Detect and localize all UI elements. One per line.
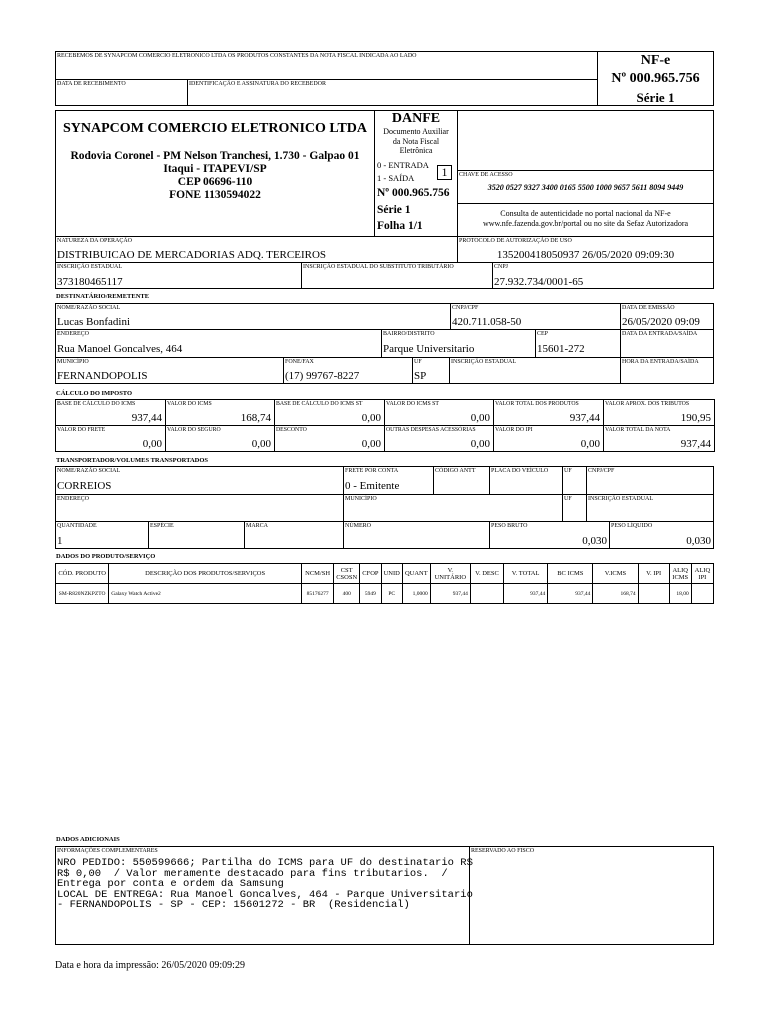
freight-label: FRETE POR CONTA [345, 468, 399, 474]
table-cell [638, 584, 669, 604]
info-line: R$ 0,00 / Valor meramente destacado para fins tributarios. / [57, 867, 448, 880]
issuer-phone: FONE 1130594022 [169, 189, 261, 201]
products-table [55, 563, 714, 604]
tax-field [274, 425, 385, 452]
table-cell: 400 [334, 584, 360, 604]
tax-field-value: 0,00 [580, 438, 600, 450]
table-cell: 168,74 [593, 584, 638, 604]
recipient-uf-label: UF [414, 359, 422, 365]
products-header-cell: BC ICMS [548, 564, 593, 584]
table-cell: 937,44 [504, 584, 548, 604]
tax-field-label: VALOR TOTAL DA NOTA [605, 427, 671, 433]
danfe-exit-option: 1 - SAÍDA [377, 173, 415, 183]
recipient-phone-label: FONE/FAX [285, 359, 314, 365]
products-header-cell: CFOP [360, 564, 381, 584]
issuer-name: SYNAPCOM COMERCIO ELETRONICO LTDA [62, 121, 367, 136]
carrier-address-field [55, 494, 344, 522]
carrier-name-value: CORREIOS [57, 480, 112, 492]
stub-nfe-number: Nº 000.965.756 [611, 71, 700, 86]
carrier-section-title: TRANSPORTADOR/VOLUMES TRANSPORTADOS [56, 457, 209, 464]
receiver-signature-label: IDENTIFICAÇÃO E ASSINATURA DO RECEBEDOR [189, 81, 327, 87]
issue-date-value: 26/05/2020 09:09 [622, 316, 700, 328]
receipt-date-label: DATA DE RECEBIMENTO [57, 81, 126, 87]
print-timestamp: Data e hora da impressão: 26/05/2020 09:09:29 [55, 960, 245, 971]
tax-field [165, 425, 275, 452]
tax-field [493, 399, 604, 426]
recipient-phone-value: (17) 99767-8227 [285, 370, 360, 382]
additional-section-title: DADOS ADICIONAIS [56, 836, 120, 843]
nature-label: NATUREZA DA OPERAÇÃO [57, 238, 133, 244]
info-line: Entrega por conta e ordem da Samsung [57, 878, 284, 890]
carrier-city-label: MUNICÍPIO [345, 496, 377, 502]
recipient-cpf-value: 420.711.058-50 [452, 316, 522, 328]
products-header-cell: V. IPI [638, 564, 669, 584]
danfe-page: Folha 1/1 [377, 220, 423, 232]
nature-value: DISTRIBUICAO DE MERCADORIAS ADQ. TERCEIROS [57, 249, 327, 261]
recipient-city-label: MUNICÍPIO [57, 359, 89, 365]
freight-value: 0 - Emitente [345, 480, 400, 492]
danfe-series: Série 1 [377, 204, 411, 216]
table-cell: Galaxy Watch Active2 [109, 584, 302, 604]
table-cell: SM-R820NZKPZTO [56, 584, 109, 604]
tax-field-label: VALOR APROX. DOS TRIBUTOS [605, 401, 690, 407]
recipient-cpf-label: CNPJ/CPF [452, 305, 479, 311]
recipient-cep-value: 15601-272 [537, 343, 585, 355]
table-cell: PC [381, 584, 402, 604]
table-cell: 1,0000 [402, 584, 430, 604]
products-header-cell: ALIQ IPI [691, 564, 713, 584]
species-label: ESPÉCIE [150, 523, 174, 529]
cnpj-value: 27.932.734/0001-65 [494, 276, 584, 288]
brand-label: MARCA [246, 523, 269, 529]
carrier-name-label: NOME/RAZÃO SOCIAL [57, 468, 121, 474]
authenticity-line-1: Consulta de autenticidade no portal nacional da NF-e [500, 209, 671, 218]
table-row [56, 584, 714, 604]
fisco-reserved-label: RESERVADO AO FISCO [471, 848, 535, 854]
antt-label: CÓDIGO ANTT [435, 468, 476, 474]
info-line: - FERNANDOPOLIS - SP - CEP: 15601272 - BR (Residencial) [57, 899, 410, 911]
protocol-value: 135200418050937 26/05/2020 09:09:30 [496, 249, 675, 261]
tax-field-value: 937,44 [680, 438, 711, 450]
table-cell [470, 584, 503, 604]
tax-field-value: 937,44 [569, 412, 600, 424]
barcode-box [457, 110, 714, 171]
recipient-name-value: Lucas Bonfadini [57, 316, 131, 328]
tax-field-value: 168,74 [240, 412, 271, 424]
tax-field [603, 425, 715, 452]
danfe-subtitle-1: Documento Auxiliar [383, 127, 449, 136]
received-statement: RECEBEMOS DE SYNAPCOM COMERCIO ELETRONICO LTDA OS PRODUTOS CONSTANTES DA NOTA FISCAL INDICADA AO LADO [57, 53, 417, 59]
tax-field [55, 425, 166, 452]
quantity-label: QUANTIDADE [57, 523, 97, 529]
tax-field [274, 399, 385, 426]
tax-field [384, 425, 494, 452]
issuer-cep: CEP 06696-110 [177, 176, 253, 188]
danfe-type-box: 1 [437, 165, 452, 180]
tax-field-value: 0,00 [470, 412, 490, 424]
st-registration-label: INSCRIÇÃO ESTADUAL DO SUBSTITUTO TRIBUTÁRIO [303, 264, 454, 270]
tax-field-label: VALOR TOTAL DOS PRODUTOS [495, 401, 579, 407]
products-header-row [56, 564, 714, 584]
products-header-cell: NCM/SH [302, 564, 334, 584]
products-header-cell: DESCRIÇÃO DOS PRODUTOS/SERVIÇOS [109, 564, 302, 584]
recipient-city-value: FERNANDOPOLIS [57, 370, 148, 382]
tax-field-label: VALOR DO ICMS ST [386, 401, 439, 407]
danfe-subtitle-2: da Nota Fiscal [392, 137, 440, 146]
tax-field-value: 937,44 [131, 412, 162, 424]
table-cell: 937,44 [430, 584, 470, 604]
products-header-cell: CÓD. PRODUTO [56, 564, 109, 584]
tax-field-value: 0,00 [361, 412, 381, 424]
tax-field-label: BASE DE CÁLCULO DO ICMS [57, 401, 136, 407]
info-line: NRO PEDIDO: 550599666; Partilha do ICMS para UF do destinatario R$ [57, 857, 473, 869]
products-header-cell: V. DESC [470, 564, 503, 584]
access-key-label: CHAVE DE ACESSO [459, 172, 513, 178]
recipient-address-value: Rua Manoel Goncalves, 464 [57, 343, 183, 355]
tax-field-value: 190,95 [680, 412, 711, 424]
products-header-cell: V. TOTAL [504, 564, 548, 584]
carrier-address-label: ENDEREÇO [57, 496, 89, 502]
products-header-cell: V. UNITÁRIO [430, 564, 470, 584]
cnpj-label: CNPJ [494, 264, 509, 270]
danfe-number: Nº 000.965.756 [377, 187, 450, 199]
tax-field-label: OUTRAS DESPESAS ACESSÓRIAS [386, 427, 476, 433]
recipient-ie-label: INSCRIÇÃO ESTADUAL [451, 359, 517, 365]
recipient-address-label: ENDEREÇO [57, 331, 89, 337]
tax-section-title: CÁLCULO DO IMPOSTO [56, 390, 133, 397]
recipient-uf-value: SP [414, 370, 427, 382]
tax-field-value: 0,00 [361, 438, 381, 450]
products-header-cell: ALIQ ICMS [669, 564, 691, 584]
number-label: NÚMERO [345, 523, 372, 529]
carrier-uf-label: UF [564, 468, 572, 474]
table-cell [691, 584, 713, 604]
complementary-info-text [57, 858, 473, 911]
table-cell: 5949 [360, 584, 381, 604]
stub-nfe-title: NF-e [640, 53, 671, 68]
products-header-cell: UNID [381, 564, 402, 584]
tax-field [493, 425, 604, 452]
quantity-value: 1 [57, 535, 63, 547]
access-key-value: 3520 0527 9327 3400 0165 5500 1000 9657 5611 8094 9449 [487, 183, 684, 192]
products-section-title: DADOS DO PRODUTO/SERVIÇO [56, 553, 156, 560]
recipient-section-title: DESTINATÁRIO/REMETENTE [56, 293, 150, 300]
recipient-cep-label: CEP [537, 331, 549, 337]
danfe-entry-option: 0 - ENTRADA [377, 160, 429, 170]
carrier-cnpj-label: CNPJ/CPF [588, 468, 615, 474]
recipient-district-value: Parque Universitario [383, 343, 475, 355]
issue-date-label: DATA DE EMISSÃO [622, 305, 675, 311]
tax-field [55, 399, 166, 426]
table-cell: 85176277 [302, 584, 334, 604]
tax-field-value: 0,00 [470, 438, 490, 450]
entry-exit-time-label: HORA DA ENTRADA/SAÍDA [622, 359, 699, 365]
entry-exit-date-label: DATA DA ENTRADA/SAÍDA [622, 331, 698, 337]
products-body [56, 584, 714, 604]
net-weight-label: PESO LÍQUIDO [611, 523, 653, 529]
carrier-ie-label: INSCRIÇÃO ESTADUAL [588, 496, 654, 502]
table-cell: 937,44 [548, 584, 593, 604]
recipient-name-label: NOME/RAZÃO SOCIAL [57, 305, 121, 311]
gross-weight-label: PESO BRUTO [491, 523, 528, 529]
recipient-district-label: BAIRRO/DISTRITO [383, 331, 435, 337]
danfe-title: DANFE [391, 111, 441, 126]
table-cell: 18,00 [669, 584, 691, 604]
issuer-address: Rodovia Coronel - PM Nelson Tranchesi, 1.730 - Galpao 01 [70, 150, 360, 162]
tax-field-label: VALOR DO ICMS [167, 401, 212, 407]
tax-field-label: VALOR DO FRETE [57, 427, 106, 433]
tax-field [603, 399, 715, 426]
tax-field-value: 0,00 [251, 438, 271, 450]
stub-nfe-series: Série 1 [636, 90, 675, 105]
tax-field [165, 399, 275, 426]
products-header-cell: V.ICMS [593, 564, 638, 584]
tax-field-label: VALOR DO SEGURO [167, 427, 221, 433]
complementary-info-label: INFORMAÇÕES COMPLEMENTARES [57, 848, 158, 854]
net-weight-value: 0,030 [686, 535, 711, 547]
tax-field-value: 0,00 [142, 438, 162, 450]
info-line: LOCAL DE ENTREGA: Rua Manoel Goncalves, 464 - Parque Universitario [57, 888, 473, 901]
tax-field-label: DESCONTO [276, 427, 307, 433]
carrier-uf2-label: UF [564, 496, 572, 502]
fisco-reserved-box [469, 846, 714, 945]
state-registration-label: INSCRIÇÃO ESTADUAL [57, 264, 123, 270]
plate-label: PLACA DO VEÍCULO [491, 468, 549, 474]
tax-field-label: VALOR DO IPI [495, 427, 533, 433]
gross-weight-value: 0,030 [582, 535, 607, 547]
protocol-label: PROTOCOLO DE AUTORIZAÇÃO DE USO [459, 238, 572, 244]
products-header-cell: QUANT [402, 564, 430, 584]
issuer-city: Itaqui - ITAPEVI/SP [163, 163, 267, 175]
tax-field [384, 399, 494, 426]
authenticity-line-2: www.nfe.fazenda.gov.br/portal ou no site da Sefaz Autorizadora [482, 219, 689, 228]
danfe-subtitle-3: Eletrônica [399, 146, 433, 155]
products-header-cell: CST CSOSN [334, 564, 360, 584]
tax-field-label: BASE DE CÁLCULO DO ICMS ST [276, 401, 363, 407]
state-registration-value: 373180465117 [57, 276, 123, 288]
